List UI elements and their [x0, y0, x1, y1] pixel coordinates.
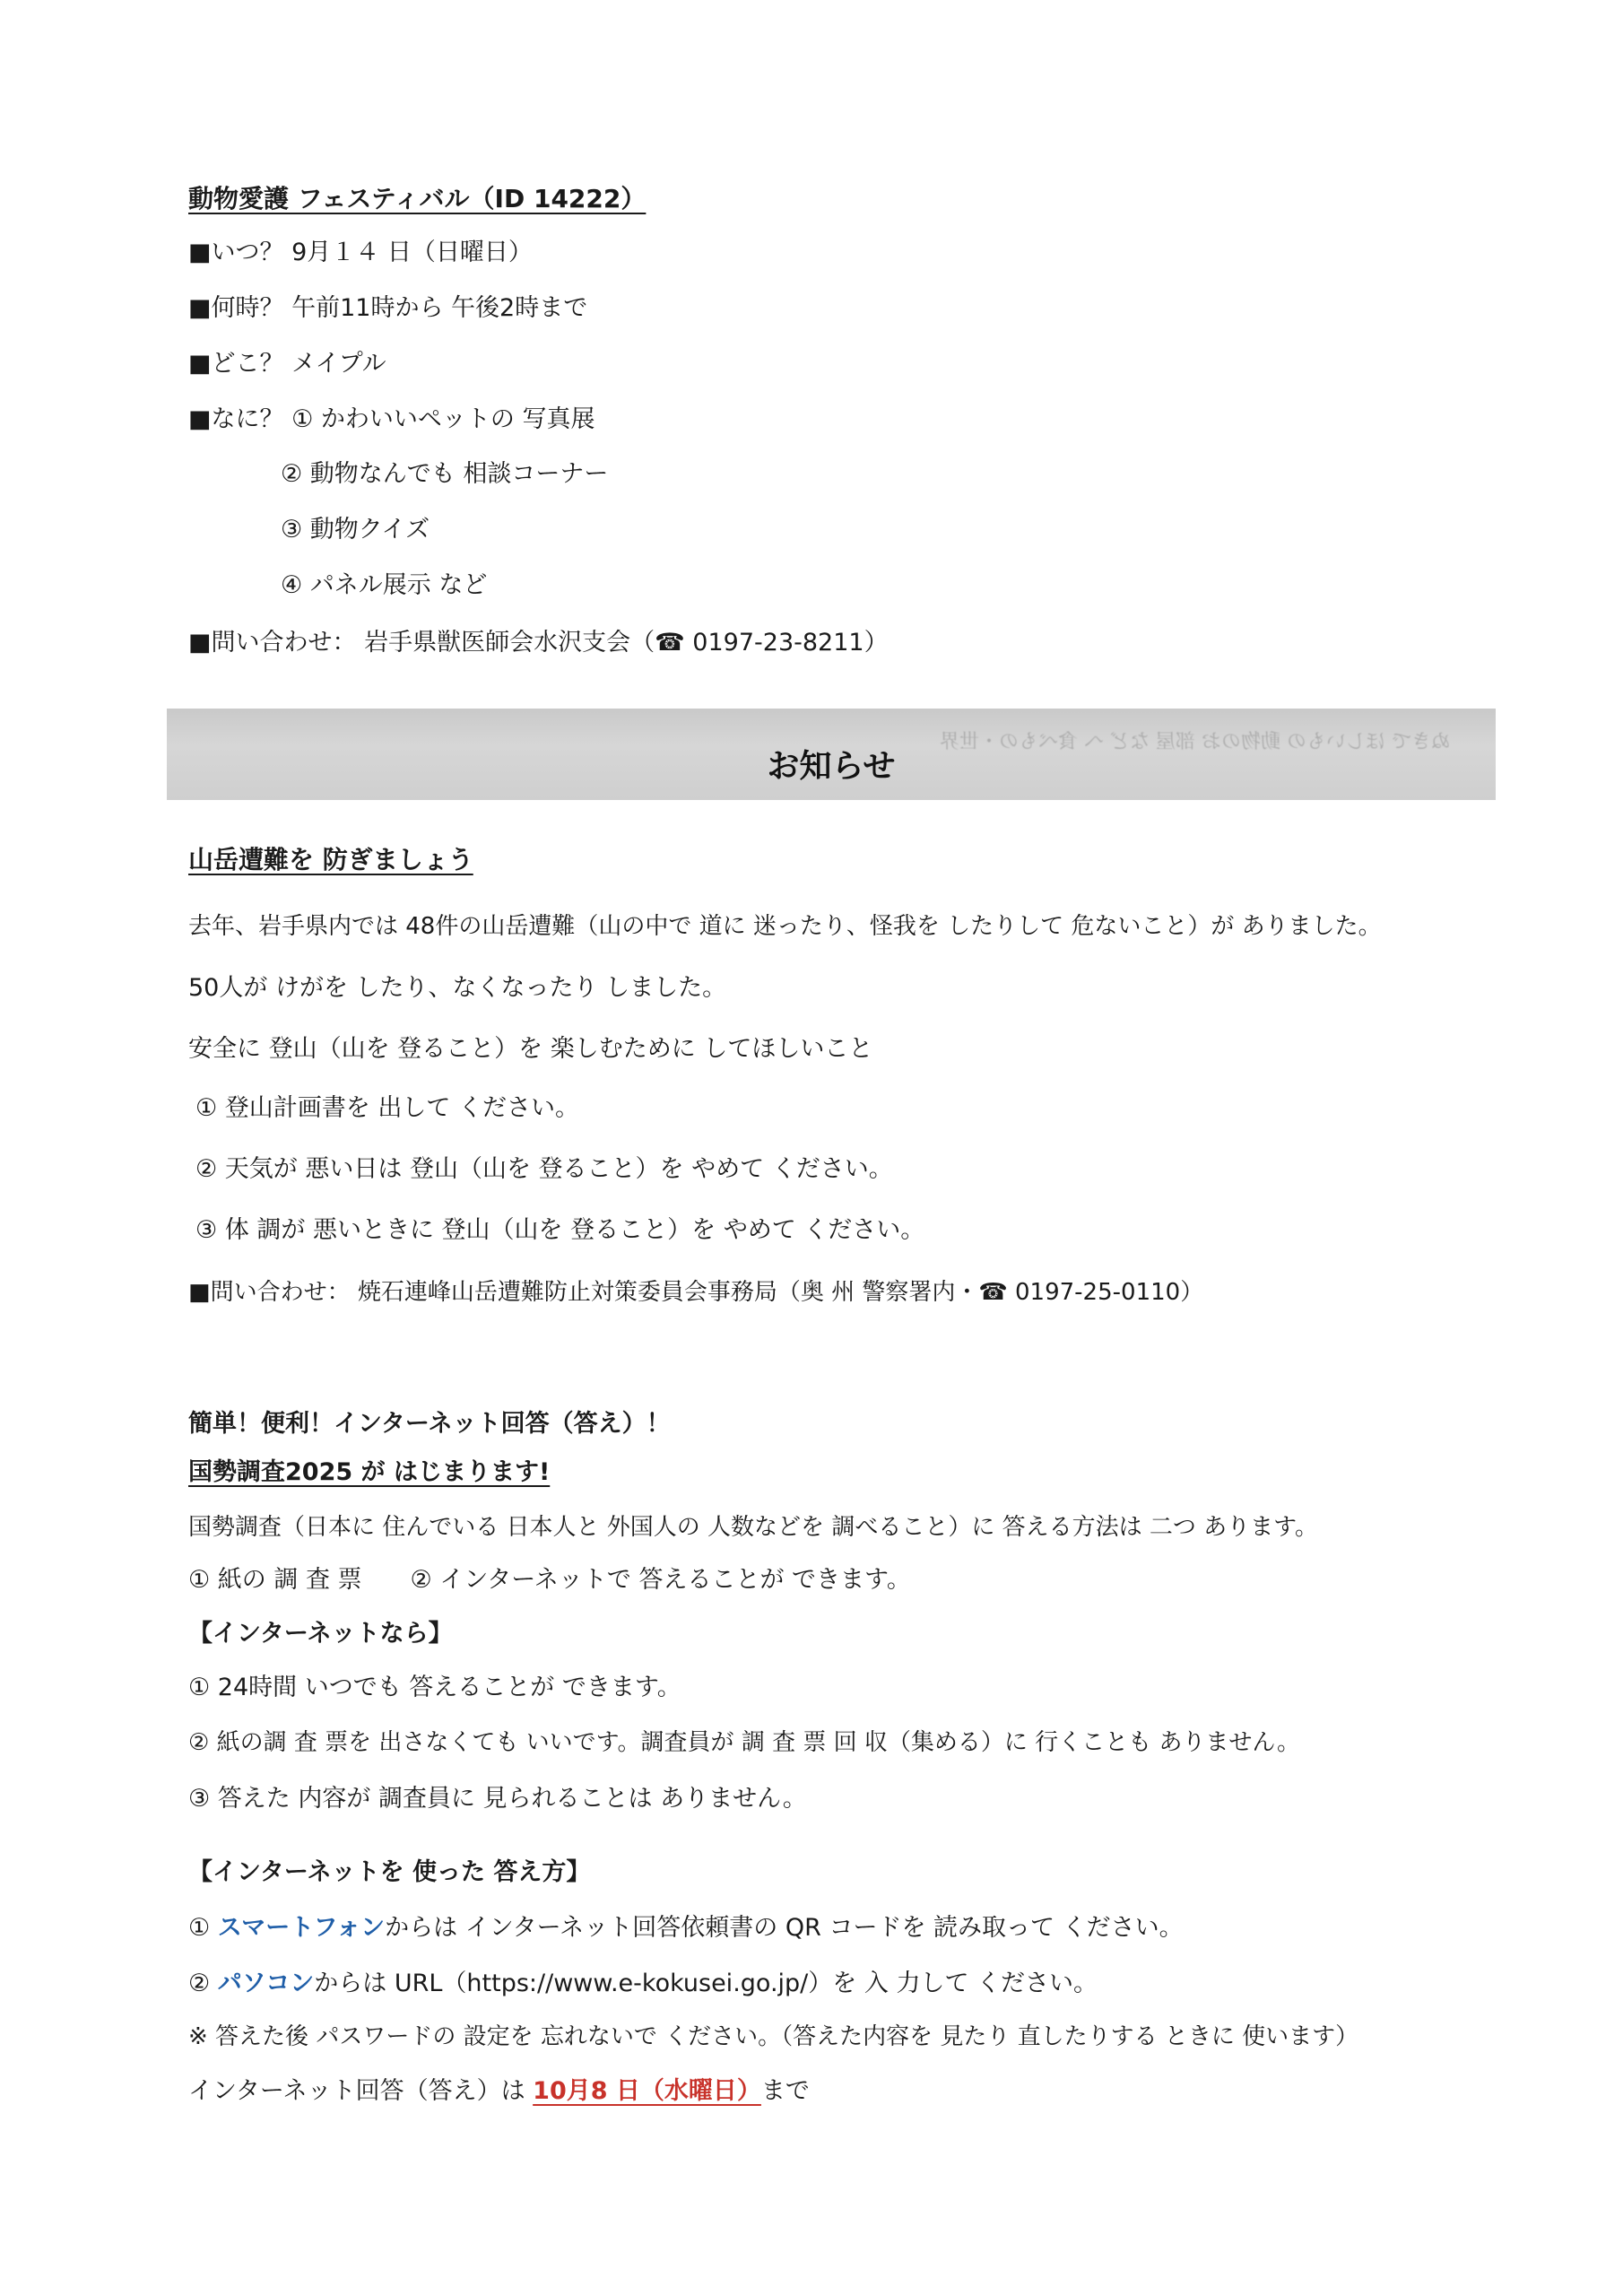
- smartphone-highlight: スマートフォン: [217, 1914, 386, 1942]
- howto-step-1-text: からは インターネット回答依頼書の QR コードを 読み取って ください。: [385, 1914, 1184, 1942]
- howto-step-2-text: からは URL（https://www.e-kokusei.go.jp/）を 入 力して ください。: [314, 1970, 1098, 1997]
- event-time: ■何時？ 午前11時から 午後2時まで: [188, 294, 588, 322]
- deadline-suffix: まで: [760, 2077, 810, 2105]
- notice-banner: [167, 709, 1496, 800]
- census-paragraph-1: 国勢調査（日本に 住んでいる 日本人と 外国人の 人数などを 調べること）に 答える方法は 二つ あります。: [188, 1514, 1319, 1541]
- event-what-4: ④ パネル展示 など: [281, 571, 488, 599]
- deadline-prefix: インターネット回答（答え）は: [188, 2077, 534, 2105]
- internet-item-1: ① 24時間 いつでも 答えることが できます。: [188, 1674, 681, 1701]
- banner-title: お知らせ: [767, 748, 896, 785]
- internet-item-3: ③ 答えた 内容が 調査員に 見られることは ありません。: [188, 1785, 807, 1813]
- event-title: 動物愛護 フェスティバル（ID 14222）: [188, 184, 647, 213]
- event-date: ■いつ？ 9月１４ 日（日曜日）: [188, 239, 533, 266]
- event-what-2: ② 動物なんでも 相談コーナー: [281, 460, 609, 488]
- mountain-paragraph-3: 安全に 登山（山を 登ること）を 楽しむために してほしいこと: [188, 1035, 873, 1063]
- howto-heading: 【インターネットを 使った 答え方】: [188, 1858, 591, 1886]
- mountain-title: 山岳遭難を 防ぎましょう: [188, 845, 473, 874]
- event-what-3: ③ 動物クイズ: [281, 516, 430, 544]
- census-title: 国勢調査2025 が はじまります!: [188, 1458, 551, 1486]
- deadline-date: 10月8 日（水曜日）: [533, 2077, 761, 2105]
- internet-item-2: ② 紙の調 査 票を 出さなくても いいです。調査員が 調 査 票 回 収（集める）に 行くことも ありません。: [188, 1729, 1300, 1756]
- howto-step-pc: [188, 1971, 1098, 1996]
- mountain-contact: ■問い合わせ： 焼石連峰山岳遭難防止対策委員会事務局（奥 州 警察署内・☎ 0197-25-0110）: [188, 1279, 1204, 1306]
- howto-step-2-number: ②: [188, 1970, 218, 1997]
- password-note: ※ 答えた後 パスワードの 設定を 忘れないで ください。（答えた内容を 見たり 直したりする ときに 使います）: [188, 2023, 1359, 2050]
- mountain-item-2: ② 天気が 悪い日は 登山（山を 登ること）を やめて ください。: [195, 1155, 893, 1183]
- event-contact: ■問い合わせ： 岩手県獣医師会水沢支会（☎ 0197-23-8211）: [188, 629, 889, 657]
- mountain-paragraph-2: 50人が けがを したり、なくなったり しました。: [188, 974, 727, 1002]
- banner-bleed-text: ぬきで ほしいもの 動物のお 部屋 など へ 食べもの・世界: [940, 731, 1451, 753]
- mountain-paragraph-1: 去年、岩手県内では 48件の山岳遭難（山の中で 道に 迷ったり、怪我を したりして 危ないこと）が ありました。: [188, 913, 1382, 940]
- event-place: ■どこ？ メイプル: [188, 350, 386, 378]
- pc-highlight: パソコン: [217, 1970, 315, 1997]
- census-methods: ① 紙の 調 査 票 ② インターネットで 答えることが できます。: [188, 1566, 911, 1594]
- mountain-item-1: ① 登山計画書を 出して ください。: [195, 1094, 579, 1122]
- howto-step-1-number: ①: [188, 1914, 218, 1942]
- mountain-item-3: ③ 体 調が 悪いときに 登山（山を 登ること）を やめて ください。: [195, 1216, 925, 1244]
- internet-heading: 【インターネットなら】: [188, 1620, 453, 1648]
- deadline-line: [188, 2079, 810, 2103]
- event-what-1: ■なに？ ① かわいいペットの 写真展: [188, 405, 595, 433]
- howto-step-smartphone: [188, 1916, 1184, 1940]
- census-headline: 簡単！便利！インターネット回答（答え）！: [188, 1410, 671, 1438]
